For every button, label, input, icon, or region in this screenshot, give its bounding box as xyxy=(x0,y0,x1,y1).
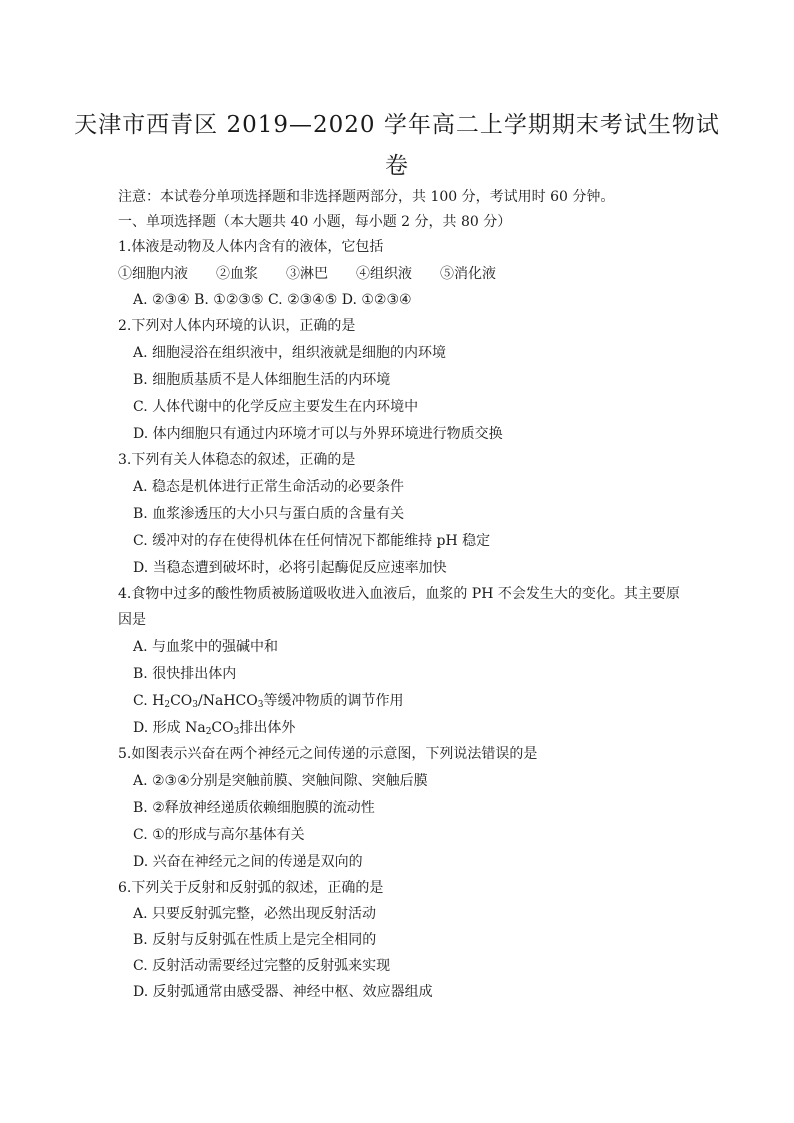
subscript: 3 xyxy=(192,700,198,710)
question-3-option-a: A. 稳态是机体进行正常生命活动的必要条件 xyxy=(133,479,405,495)
option-d-prefix: D. 形成 Na xyxy=(133,720,206,736)
question-2-option-a: A. 细胞浸浴在组织液中，组织液就是细胞的内环境 xyxy=(133,345,447,361)
exam-title-continued: 卷 xyxy=(385,153,409,179)
option-c-text: 等缓冲物质的调节作用 xyxy=(263,693,404,709)
formula-part: CO xyxy=(211,720,234,736)
section-heading: 一、单项选择题（本大题共 40 小题，每小题 2 分，共 80 分） xyxy=(118,214,512,230)
question-2-option-b: B. 细胞质基质不是人体细胞生活的内环境 xyxy=(133,372,391,388)
question-3-option-c: C. 缓冲对的存在使得机体在任何情况下都能维持 pH 稳定 xyxy=(133,533,491,549)
question-4-option-a: A. 与血浆中的强碱中和 xyxy=(133,639,279,655)
formula-part: CO xyxy=(170,693,193,709)
question-2-option-d: D. 体内细胞只有通过内环境才可以与外界环境进行物质交换 xyxy=(133,426,503,442)
question-4-stem-continued: 因是 xyxy=(118,612,146,628)
question-2-option-c: C. 人体代谢中的化学反应主要发生在内环境中 xyxy=(133,399,419,415)
question-6-option-c: C. 反射活动需要经过完整的反射弧来实现 xyxy=(133,958,391,974)
question-5-option-b: B. ②释放神经递质依赖细胞膜的流动性 xyxy=(133,800,375,816)
question-1-items: ①细胞内液 ②血浆 ③淋巴 ④组织液 ⑤消化液 xyxy=(118,266,496,282)
question-1-options: A. ②③④ B. ①②③⑤ C. ②③④⑤ D. ①②③④ xyxy=(133,292,412,308)
subscript: 3 xyxy=(257,700,264,710)
question-6-stem: 6.下列关于反射和反射弧的叙述，正确的是 xyxy=(118,880,384,896)
question-3-option-b: B. 血浆渗透压的大小只与蛋白质的含量有关 xyxy=(133,506,405,522)
question-3-option-d: D. 当稳态遭到破坏时，必将引起酶促反应速率加快 xyxy=(133,560,447,576)
exam-title: 天津市西青区 2019—2020 学年高二上学期期末考试生物试 xyxy=(74,112,720,138)
question-6-option-d: D. 反射弧通常由感受器、神经中枢、效应器组成 xyxy=(133,984,433,1000)
question-1-stem: 1.体液是动物及人体内含有的液体，它包括 xyxy=(118,239,384,255)
subscript: 2 xyxy=(164,700,171,710)
subscript: 3 xyxy=(233,727,240,737)
question-4-option-c xyxy=(133,692,403,714)
question-5-option-c: C. ①的形成与高尔基体有关 xyxy=(133,827,305,843)
question-5-stem: 5.如图表示兴奋在两个神经元之间传递的示意图，下列说法错误的是 xyxy=(118,746,538,762)
option-d-text: 排出体外 xyxy=(239,720,296,736)
question-4-stem: 4.食物中过多的酸性物质被肠道吸收进入血液后，血浆的 PH 不会发生大的变化。其主要原 xyxy=(118,586,680,602)
question-5-option-d: D. 兴奋在神经元之间的传递是双向的 xyxy=(133,854,363,870)
question-5-option-a: A. ②③④分别是突触前膜、突触间隙、突触后膜 xyxy=(133,773,428,789)
question-6-option-a: A. 只要反射弧完整，必然出现反射活动 xyxy=(133,906,377,922)
exam-notice: 注意：本试卷分单项选择题和非选择题两部分，共 100 分，考试用时 60 分钟。 xyxy=(118,189,615,205)
question-3-stem: 3.下列有关人体稳态的叙述，正确的是 xyxy=(118,452,356,468)
subscript: 2 xyxy=(205,727,212,737)
option-c-prefix: C. H xyxy=(133,693,165,709)
question-4-option-b: B. 很快排出体内 xyxy=(133,666,237,682)
question-2-stem: 2.下列对人体内环境的认识，正确的是 xyxy=(118,318,356,334)
question-4-option-d xyxy=(133,719,295,741)
formula-part: /NaHCO xyxy=(198,693,258,709)
question-6-option-b: B. 反射与反射弧在性质上是完全相同的 xyxy=(133,932,377,948)
